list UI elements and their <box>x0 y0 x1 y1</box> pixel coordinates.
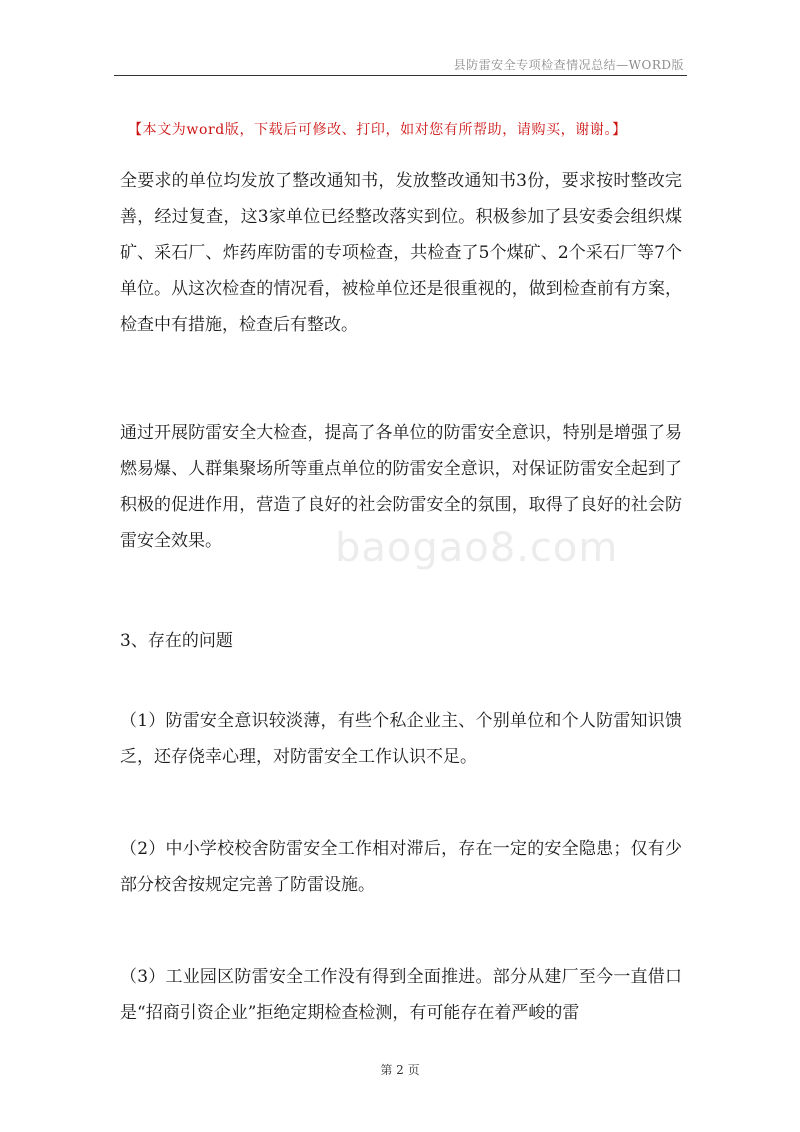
section-heading-problems: 3、存在的问题 <box>120 631 233 651</box>
page-number: 第 2 页 <box>380 1063 420 1077</box>
download-notice: 【本文为word版，下载后可修改、打印，如对您有所帮助，请购买，谢谢。】 <box>128 122 627 138</box>
paragraph-problem-3: （3）工业园区防雷安全工作没有得到全面推进。部分从建厂至今一直借口是“招商引资企业”拒绝定期检查检测，有可能存在着严峻的雷 <box>120 967 682 1023</box>
header-divider <box>114 75 687 76</box>
paragraph-problem-2: （2）中小学校校舍防雷安全工作相对滞后，存在一定的安全隐患；仅有少部分校舍按规定完善了防雷设施。 <box>120 839 682 895</box>
watermark: baogao8.com <box>335 525 619 571</box>
paragraph-inspection-results: 全要求的单位均发放了整改通知书，发放整改通知书3份，要求按时整改完善，经过复查，这3家单位已经整改落实到位。积极参加了县安委会组织煤矿、采石厂、炸药库防雷的专项检查，共检查了5个煤矿、2个采石厂等7个单位。从这次检查的情况看，被检单位还是很重视的，做到检查前有方案，检查中有措施，检查后有整改。 <box>120 171 682 335</box>
running-header: 县防雷安全专项检查情况总结—WORD版 <box>453 58 684 72</box>
paragraph-inspection-effect: 通过开展防雷安全大检查，提高了各单位的防雷安全意识，特别是增强了易燃易爆、人群集聚场所等重点单位的防雷安全意识，对保证防雷安全起到了积极的促进作用，营造了良好的社会防雷安全的氛围，取得了良好的社会防雷安全效果。 <box>120 423 682 551</box>
paragraph-problem-1: （1）防雷安全意识较淡薄，有些个私企业主、个别单位和个人防雷知识馈乏，还存侥幸心理，对防雷安全工作认识不足。 <box>120 711 682 767</box>
